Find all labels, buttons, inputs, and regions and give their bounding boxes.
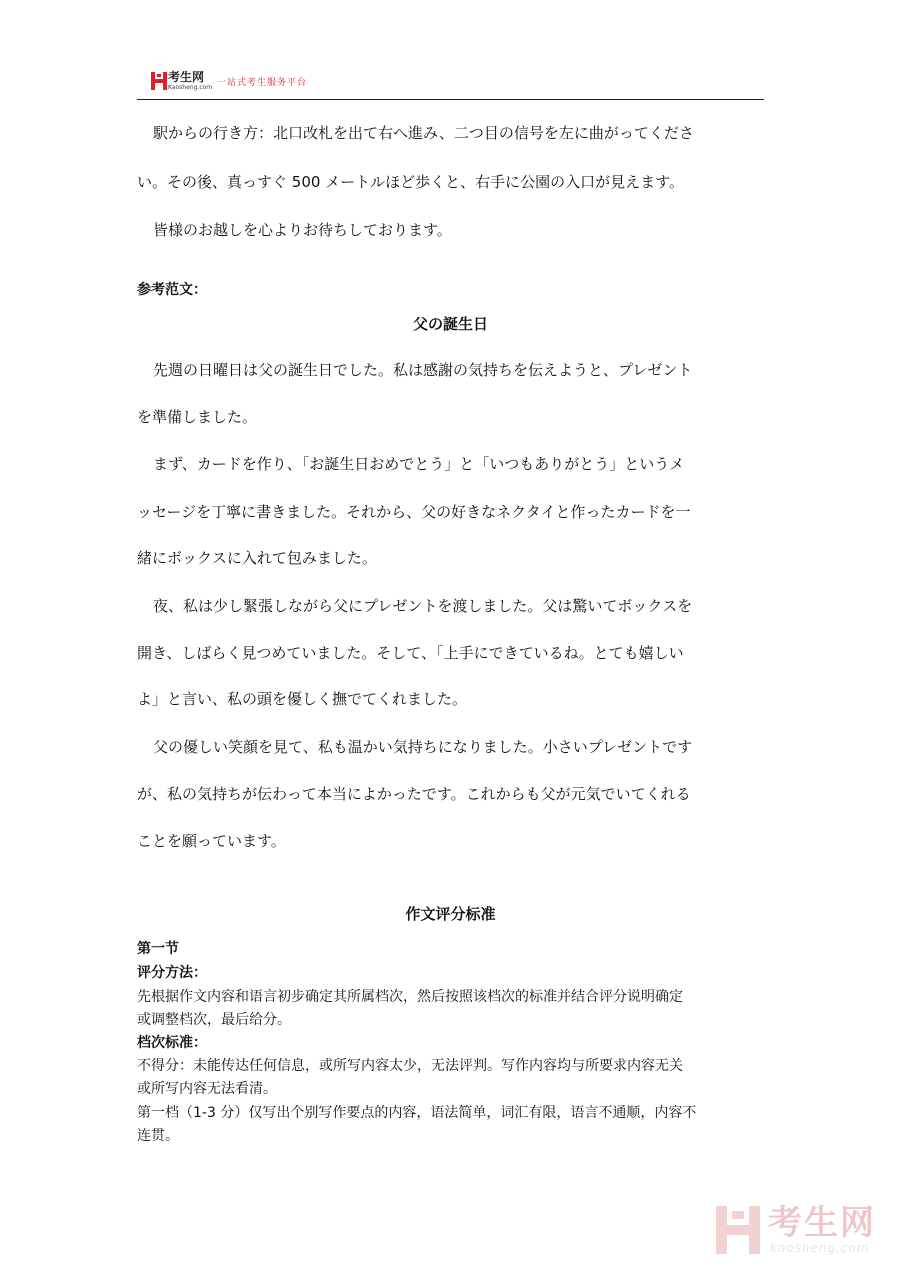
level-label: 档次标准：: [137, 1035, 207, 1051]
essay-line-6: 夜、私は少し緊張しながら父にプレゼントを渡しました。父は驚いてボックスを: [153, 597, 693, 615]
criteria-title: 作文评分标准: [405, 905, 496, 923]
essay-line-3: まず、カードを作り、「お誕生日おめでとう」と「いつもありがとう」というメ: [153, 455, 685, 473]
method-line-1: 先根据作文内容和语言初步确定其所属档次，然后按照该档次的标准并结合评分说明确定: [137, 989, 683, 1005]
essay-title: 父の誕生日: [412, 315, 488, 333]
method-line-2: 或调整档次，最后给分。: [137, 1012, 291, 1028]
essay-line-4: ッセージを丁寧に書きました。それから、父の好きなネクタイと作ったカードを一: [137, 503, 691, 521]
page-header: [137, 68, 764, 100]
criteria-section: 第一节: [137, 941, 179, 957]
essay-line-9: 父の優しい笑顔を見て、私も温かい気持ちになりました。小さいプレゼントです: [153, 738, 693, 756]
level-line-1: 不得分：未能传达任何信息，或所写内容太少，无法评判。写作内容均与所要求内容无关: [137, 1058, 683, 1074]
directions-line-2: い。その後、真っすぐ 500 メートルほど歩くと、右手に公園の入口が見えます。: [137, 173, 684, 191]
watermark: [716, 1204, 881, 1258]
sample-label: 参考范文：: [137, 282, 207, 298]
level-line-2: 或所写内容无法看清。: [137, 1081, 277, 1097]
level-line-4: 连贯。: [137, 1128, 179, 1144]
kaosheng-logo-icon: [151, 72, 167, 90]
header-divider: [137, 99, 764, 100]
essay-line-10: が、私の気持ちが伝わって本当によかったです。これからも父が元気でいてくれる: [137, 785, 691, 803]
header-slogan: 一站式考生服务平台: [217, 78, 308, 88]
essay-line-5: 緒にボックスに入れて包みました。: [137, 549, 377, 567]
logo-text-cn: 考生网: [168, 70, 205, 84]
logo-text-en: Kaosheng.com: [168, 84, 213, 91]
essay-line-8: よ」と言い、私の頭を優しく撫でてくれました。: [137, 690, 468, 708]
essay-line-2: を準備しました。: [137, 408, 258, 426]
essay-line-1: 先週の日曜日は父の誕生日でした。私は感謝の気持ちを伝えようと、プレゼント: [153, 361, 693, 379]
level-line-3: 第一档（1-3 分）仅写出个别写作要点的内容，语法简单，词汇有限，语言不通顺，内容不: [137, 1105, 697, 1121]
watermark-text-cn: 考生网: [768, 1203, 876, 1243]
watermark-logo-icon: [716, 1206, 760, 1254]
essay-line-7: 開き、しばらく見つめていました。そして、「上手にできているね。とても嬉しい: [137, 644, 684, 662]
essay-line-11: ことを願っています。: [137, 832, 286, 850]
watermark-text-en: kaosheng.com: [770, 1241, 870, 1255]
method-label: 评分方法：: [137, 965, 207, 981]
directions-line-1: 駅からの行き方：北口改札を出て右へ進み、二つ目の信号を左に曲がってくださ: [153, 124, 694, 142]
directions-line-3: 皆様のお越しを心よりお待ちしております。: [153, 221, 452, 239]
